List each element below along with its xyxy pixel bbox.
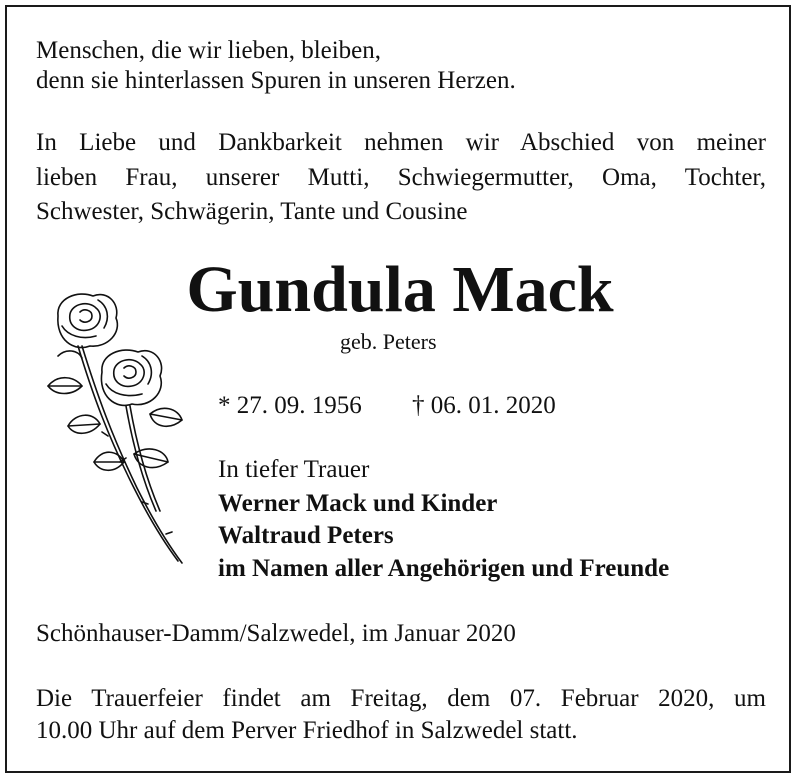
birth-date: * 27. 09. 1956	[218, 392, 362, 419]
birth-name: geb. Peters	[340, 329, 437, 354]
funeral-line-2: 10.00 Uhr auf dem Perver Friedhof in Salzwedel statt.	[36, 717, 578, 744]
intro-line-1: In Liebe und Dankbarkeit nehmen wir Abschied von meiner	[36, 129, 766, 156]
mourners-heading: In tiefer Trauer	[218, 456, 370, 483]
mourner-line-2: Waltraud Peters	[218, 522, 394, 549]
mourner-line-3: im Namen aller Angehörigen und Freunde	[218, 555, 670, 582]
quote-line-2: denn sie hinterlassen Spuren in unseren Herzen.	[36, 67, 516, 94]
funeral-line-1: Die Trauerfeier findet am Freitag, dem 07. Februar 2020, um	[36, 685, 766, 712]
intro-line-2: lieben Frau, unserer Mutti, Schwiegermutter, Oma, Tochter,	[36, 164, 766, 191]
death-date: † 06. 01. 2020	[412, 392, 556, 419]
rose-icon	[38, 286, 198, 576]
place-date: Schönhauser-Damm/Salzwedel, im Januar 2020	[36, 620, 516, 647]
deceased-name: Gundula Mack	[186, 253, 614, 326]
quote-line-1: Menschen, die wir lieben, bleiben,	[36, 37, 382, 64]
mourner-line-1: Werner Mack und Kinder	[218, 490, 498, 517]
intro-line-3: Schwester, Schwägerin, Tante und Cousine	[36, 198, 468, 225]
